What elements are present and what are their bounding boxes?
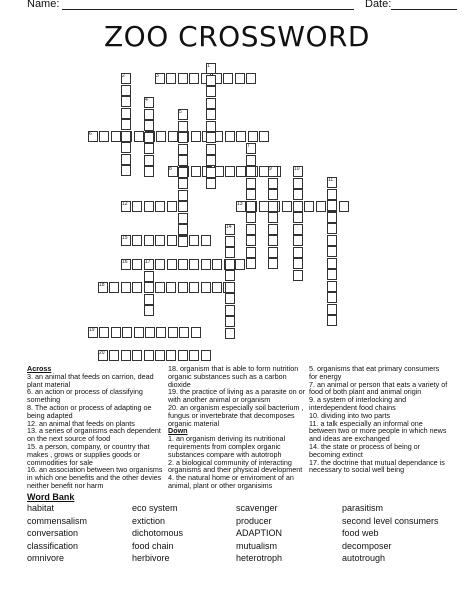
clue-item: 3. an animal that feeds on carrion, dead plant material [27,371,154,389]
word-bank-item: classification [27,540,79,551]
date-label: Date: [365,0,392,10]
crossword-cell[interactable] [178,213,188,224]
crossword-cell[interactable] [179,327,189,338]
crossword-cell[interactable] [268,247,278,258]
clue-item: 9. a system of interlocking and interdependent food chains [309,395,407,412]
crossword-cell[interactable] [206,132,216,143]
crossword-cell[interactable] [206,75,216,86]
crossword-cell[interactable] [225,247,235,258]
crossword-cell[interactable] [225,259,235,270]
crossword-cell[interactable] [246,189,256,200]
crossword-cell[interactable] [282,201,292,212]
clue-item: 6. an action or process of classifying something [27,387,143,405]
crossword-cell[interactable] [246,224,256,235]
clue-number: 14 [226,224,232,230]
crossword-cell[interactable] [206,109,216,120]
clue-number: 6 [89,131,92,137]
word-bank-item: food chain [132,540,174,551]
crossword-cell[interactable] [235,259,245,270]
crossword-cell[interactable] [132,350,142,361]
crossword-cell[interactable] [191,166,201,177]
crossword-cell[interactable] [144,132,154,143]
crossword-cell[interactable] [144,201,154,212]
crossword-cell[interactable] [178,132,188,143]
crossword-cell[interactable] [268,212,278,223]
crossword-cell[interactable] [225,166,235,177]
crossword-cell[interactable] [327,281,337,292]
crossword-cell[interactable] [225,282,235,293]
clue-number: 15 [122,235,128,241]
clue-number: 5 [179,109,182,115]
word-bank-item: heterotroph [236,553,283,563]
crossword-cell[interactable] [144,120,154,131]
crossword-cell[interactable] [327,304,337,315]
crossword-cell[interactable] [246,201,256,212]
crossword-cell[interactable] [339,201,349,212]
crossword-cell[interactable] [156,131,166,142]
clue-number: 4 [145,97,148,103]
crossword-cell[interactable] [189,350,199,361]
crossword-cell[interactable] [168,327,178,338]
crossword-cell[interactable] [206,121,216,132]
crossword-cell[interactable] [206,98,216,109]
crossword-cell[interactable] [246,178,256,189]
word-bank-item: second level consumers [342,515,439,526]
clue-item: 8. The action or process of adapting oe being adapted [27,402,152,420]
clue-item: 10. dividing into two parts [309,410,391,420]
crossword-cell[interactable] [145,327,155,338]
down-heading: Down [168,426,188,436]
crossword-cell[interactable] [144,155,154,166]
clue-item: 16. an association between two organisms in which one benefits and the other devies neither benefit nor harm [27,465,163,490]
crossword-cell[interactable] [236,131,246,142]
crossword-cell[interactable] [144,166,154,177]
word-bank-item: parasitism [342,503,384,513]
crossword-cell[interactable] [206,167,216,178]
word-bank-item: scavenger [236,503,278,513]
crossword-cell[interactable] [155,350,165,361]
crossword-cell[interactable] [225,131,235,142]
crossword-cell[interactable] [132,235,142,246]
crossword-cell[interactable] [246,73,256,84]
word-bank-item: autotrough [342,553,386,563]
crossword-cell[interactable] [178,144,188,155]
crossword-cell[interactable] [206,144,216,155]
clue-number: 11 [328,177,334,183]
crossword-cell[interactable] [167,259,177,270]
crossword-cell[interactable] [121,165,131,176]
crossword-cell[interactable] [191,327,201,338]
crossword-cell[interactable] [144,282,154,293]
crossword-cell[interactable] [293,270,303,281]
crossword-cell[interactable] [225,305,235,316]
page-title: ZOO CROSSWORD [104,20,370,53]
clues-col2 [168,365,306,490]
crossword-cell[interactable] [246,155,256,166]
crossword-cell[interactable] [132,259,142,270]
crossword-cell[interactable] [178,259,188,270]
crossword-cell[interactable] [201,235,211,246]
crossword-cell[interactable] [189,282,199,293]
clue-number: 16 [122,259,128,265]
clue-number: 3 [156,73,159,79]
crossword-cell[interactable] [259,131,269,142]
crossword-cell[interactable] [293,189,303,200]
crossword-cell[interactable] [132,201,142,212]
word-bank-title: Word Bank [27,492,75,502]
crossword-cell[interactable] [178,350,188,361]
crossword-cell[interactable] [178,282,188,293]
word-bank-col2 [132,502,183,565]
crossword-cell[interactable] [225,328,235,339]
across-clues-col1 [27,365,165,490]
crossword-cell[interactable] [178,236,188,247]
crossword-cell[interactable] [144,294,154,305]
crossword-cell[interactable] [144,271,154,282]
crossword-cell[interactable] [235,73,245,84]
word-bank-item: habitat [27,503,55,513]
crossword-cell[interactable] [327,223,337,234]
clue-number: 9 [269,166,272,172]
crossword-cell[interactable] [246,166,256,177]
crossword-cell[interactable] [293,224,303,235]
crossword-cell[interactable] [155,282,165,293]
crossword-cell[interactable] [246,235,256,246]
crossword-cell[interactable] [109,282,119,293]
crossword-cell[interactable] [144,235,154,246]
crossword-cell[interactable] [166,350,176,361]
clue-number: 8 [169,166,172,172]
crossword-cell[interactable] [178,121,188,132]
crossword-cell[interactable] [178,167,188,178]
crossword-cell[interactable] [248,131,258,142]
crossword-cell[interactable] [327,315,337,326]
clue-item: 15. a person, company, or country that makes , grows or supplies goods or commodities for sale [27,441,150,467]
crossword-cell[interactable] [236,166,246,177]
clue-item: 17. the doctrine that mutual dependance is necessary to social well being [309,457,445,475]
crossword-cell[interactable] [189,73,199,84]
clue-item: 20. an organism especially soil bacterium , fungus or invertebrate that decomposes organic material [168,402,304,428]
crossword-cell[interactable] [206,178,216,189]
crossword-cell[interactable] [189,235,199,246]
name-label: Name: [27,0,60,10]
crossword-cell[interactable] [327,258,337,269]
crossword-cell[interactable] [134,327,144,338]
clue-number: 13 [237,201,243,207]
crossword-cell[interactable] [121,119,131,130]
clue-item: 4. the natural home or enviroment of an animal, plant or other organisims [168,473,294,490]
crossword-cell[interactable] [178,190,188,201]
crossword-cell[interactable] [144,350,154,361]
crossword-cell[interactable] [293,178,303,189]
crossword-cell[interactable] [167,201,177,212]
clue-item: 2. a biological community of interacting organisms and their physical development [168,457,303,475]
word-bank-item: commensalism [27,515,88,526]
crossword-cell[interactable] [121,142,131,153]
crossword-cell[interactable] [155,235,165,246]
crossword-cell[interactable] [166,73,176,84]
crossword-cell[interactable] [268,258,278,269]
crossword-cell[interactable] [178,224,188,235]
crossword-cell[interactable] [246,212,256,223]
crossword-cell[interactable] [268,235,278,246]
crossword-cell[interactable] [121,154,131,165]
crossword-cell[interactable] [268,201,278,212]
crossword-cell[interactable] [134,131,144,142]
clue-item: 11. a talk especially an informal one between two or more people in which news and ideas are exchanged [309,418,447,444]
crossword-cell[interactable] [268,224,278,235]
crossword-cell[interactable] [327,189,337,200]
crossword-cell[interactable] [268,178,278,189]
crossword-cell[interactable] [293,235,303,246]
crossword-cell[interactable] [212,282,222,293]
crossword-cell[interactable] [225,293,235,304]
crossword-cell[interactable] [327,212,337,223]
crossword-cell[interactable] [327,200,337,211]
crossword-cell[interactable] [121,96,131,107]
crossword-cell[interactable] [293,258,303,269]
crossword-cell[interactable] [122,327,132,338]
word-bank-item: dichotomous [132,528,184,538]
crossword-cell[interactable] [201,282,211,293]
clue-item: 19. the practice of living as a parasite on or with another animal or organism [168,387,306,405]
across-heading: Across [27,364,52,373]
crossword-cell[interactable] [212,259,222,270]
crossword-cell[interactable] [293,212,303,223]
clue-item: 5. organisms that eat primary consumers for energy [309,364,440,381]
clue-number: 17 [145,259,151,265]
crossword-cell[interactable] [155,201,165,212]
crossword-cell[interactable] [121,85,131,96]
word-bank-item: conversation [27,528,79,538]
crossword-cell[interactable] [225,236,235,247]
clue-number: 7 [247,143,250,149]
crossword-cell[interactable] [156,327,166,338]
crossword-cell[interactable] [121,282,131,293]
crossword-cell[interactable] [293,201,303,212]
clue-item: 7. an animal or person that eats a variety of food of both plant and animal origin [309,379,448,397]
crossword-cell[interactable] [121,108,131,119]
crossword-cell[interactable] [121,131,131,142]
clue-number: 1 [207,63,210,69]
crossword-cell[interactable] [168,131,178,142]
crossword-cell[interactable] [111,327,121,338]
word-bank-item: omnivore [27,553,65,563]
crossword-cell[interactable] [144,143,154,154]
crossword-cell[interactable] [327,246,337,257]
clue-number: 20 [99,350,105,356]
clue-number: 12 [122,201,128,207]
clue-number: 19 [89,327,95,333]
crossword-cell[interactable] [293,247,303,258]
word-bank-item: eco system [132,503,178,513]
clue-item: 12. an animal that feeds on plants [27,418,135,428]
crossword-cell[interactable] [99,131,109,142]
crossword-cell[interactable] [178,73,188,84]
crossword-cell[interactable] [246,247,256,258]
word-bank-col4 [342,502,439,565]
crossword-cell[interactable] [316,201,326,212]
crossword-cell[interactable] [246,258,256,269]
crossword-cell[interactable] [144,109,154,120]
crossword-cell[interactable] [144,305,154,316]
crossword-cell[interactable] [327,235,337,246]
crossword-cell[interactable] [178,155,188,166]
crossword-cell[interactable] [268,189,278,200]
crossword-cell[interactable] [99,327,109,338]
crossword-cell[interactable] [132,282,142,293]
crossword-cell[interactable] [225,270,235,281]
crossword-cell[interactable] [304,201,314,212]
crossword-cell[interactable] [178,201,188,212]
word-bank-item: mutualism [236,540,278,551]
crossword-cell[interactable] [327,269,337,280]
word-bank-item: decomposer [342,540,392,551]
crossword-cell[interactable] [201,350,211,361]
crossword-cell[interactable] [109,350,119,361]
clues-col3 [309,365,449,474]
crossword-cell[interactable] [189,259,199,270]
clue-number: 18 [99,282,105,288]
clue-number: 2 [122,73,125,79]
crossword-cell[interactable] [111,131,121,142]
crossword-cell[interactable] [155,259,165,270]
word-bank-item: extiction [132,515,166,526]
crossword-cell[interactable] [178,178,188,189]
crossword-cell[interactable] [225,316,235,327]
clue-item: 1. an organism deriving its nutritional requirements from complex organic substances compare with autotroph [168,434,286,459]
word-bank-col3 [236,502,282,565]
clue-item: 13. a series of organisms each dependent on the next source of food [27,426,161,444]
crossword-cell[interactable] [206,155,216,166]
word-bank-item: herbivore [132,553,170,563]
crossword-cell[interactable] [327,292,337,303]
clue-item: 18. organism that is able to form nutrition organic substances such as a carbon dioxide [168,364,299,389]
word-bank-item: food web [342,528,379,538]
crossword-cell[interactable] [191,131,201,142]
word-bank-item: ADAPTION [236,528,283,538]
crossword-cell[interactable] [167,235,177,246]
word-bank-col1 [27,502,87,565]
word-bank-item: producer [236,515,272,526]
crossword-cell[interactable] [121,350,131,361]
clue-number: 10 [294,166,300,172]
crossword-cell[interactable] [223,73,233,84]
crossword-cell[interactable] [166,282,176,293]
crossword-cell[interactable] [206,86,216,97]
crossword-cell[interactable] [201,259,211,270]
clue-item: 14. the state or process of being or becoming extinct [309,441,421,459]
